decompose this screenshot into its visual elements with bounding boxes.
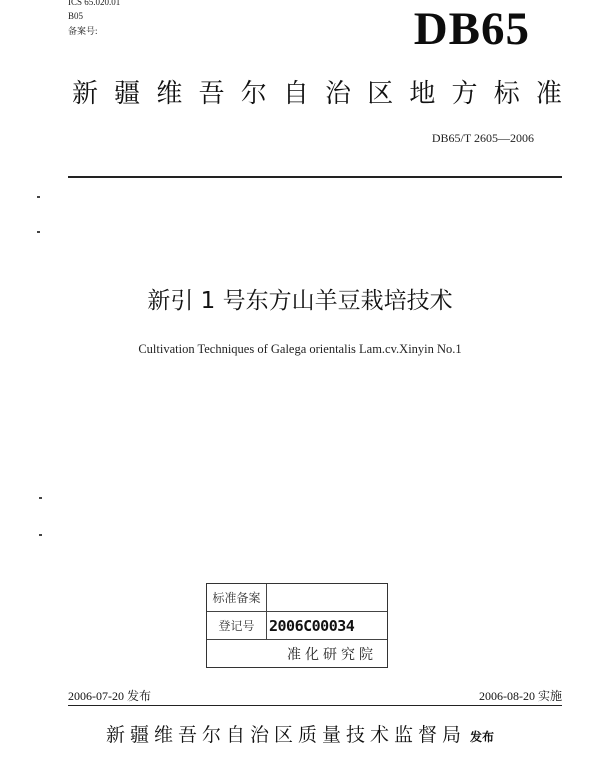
category-char: 尔 [240, 79, 267, 109]
category-char: 区 [367, 79, 394, 109]
standard-number: DB65/T 2605—2006 [431, 131, 534, 145]
category-char: 治 [325, 79, 352, 109]
issuer-line [0, 720, 600, 747]
category-char: 自 [282, 79, 309, 109]
category-char: 疆 [114, 79, 141, 109]
standard-code-logo: DB65 [413, 3, 530, 55]
scan-speck [37, 231, 40, 233]
bottom-divider [68, 705, 562, 706]
scan-speck [37, 196, 40, 198]
category-char: 地 [409, 79, 436, 109]
filing-number-label: 备案号: [68, 26, 98, 36]
scan-speck [39, 497, 42, 499]
standard-category-title [72, 76, 562, 112]
document-title: 新引 1 号东方山羊豆栽培技术 [147, 288, 453, 314]
issue-date: 2006-07-20 发布 [68, 689, 151, 703]
category-char: 方 [451, 79, 478, 109]
stamp-registration-number: 2006C00034 [267, 612, 387, 640]
registration-stamp [206, 583, 388, 668]
category-char: 标 [493, 79, 520, 109]
publish-label: 发布 [470, 730, 495, 744]
category-char: 吾 [198, 79, 225, 109]
clc-code: B05 [68, 11, 84, 21]
ics-code: ICS 65.020.01 [68, 0, 121, 7]
top-divider [68, 176, 562, 178]
category-char: 维 [156, 79, 183, 109]
category-char: 新 [72, 79, 99, 109]
scan-speck [39, 534, 42, 536]
stamp-row1-value [267, 584, 387, 612]
document-title-english: Cultivation Techniques of Galega orientalis Lam.cv.Xinyin No.1 [138, 342, 462, 356]
stamp-organization: 准化研究院 [287, 646, 377, 663]
stamp-row1-label: 标准备案 [207, 584, 267, 612]
category-char: 准 [535, 79, 562, 109]
stamp-row2-label: 登记号 [207, 612, 267, 640]
issuing-authority: 新疆维吾尔自治区质量技术监督局 [105, 724, 466, 746]
implementation-date: 2006-08-20 实施 [479, 689, 562, 703]
